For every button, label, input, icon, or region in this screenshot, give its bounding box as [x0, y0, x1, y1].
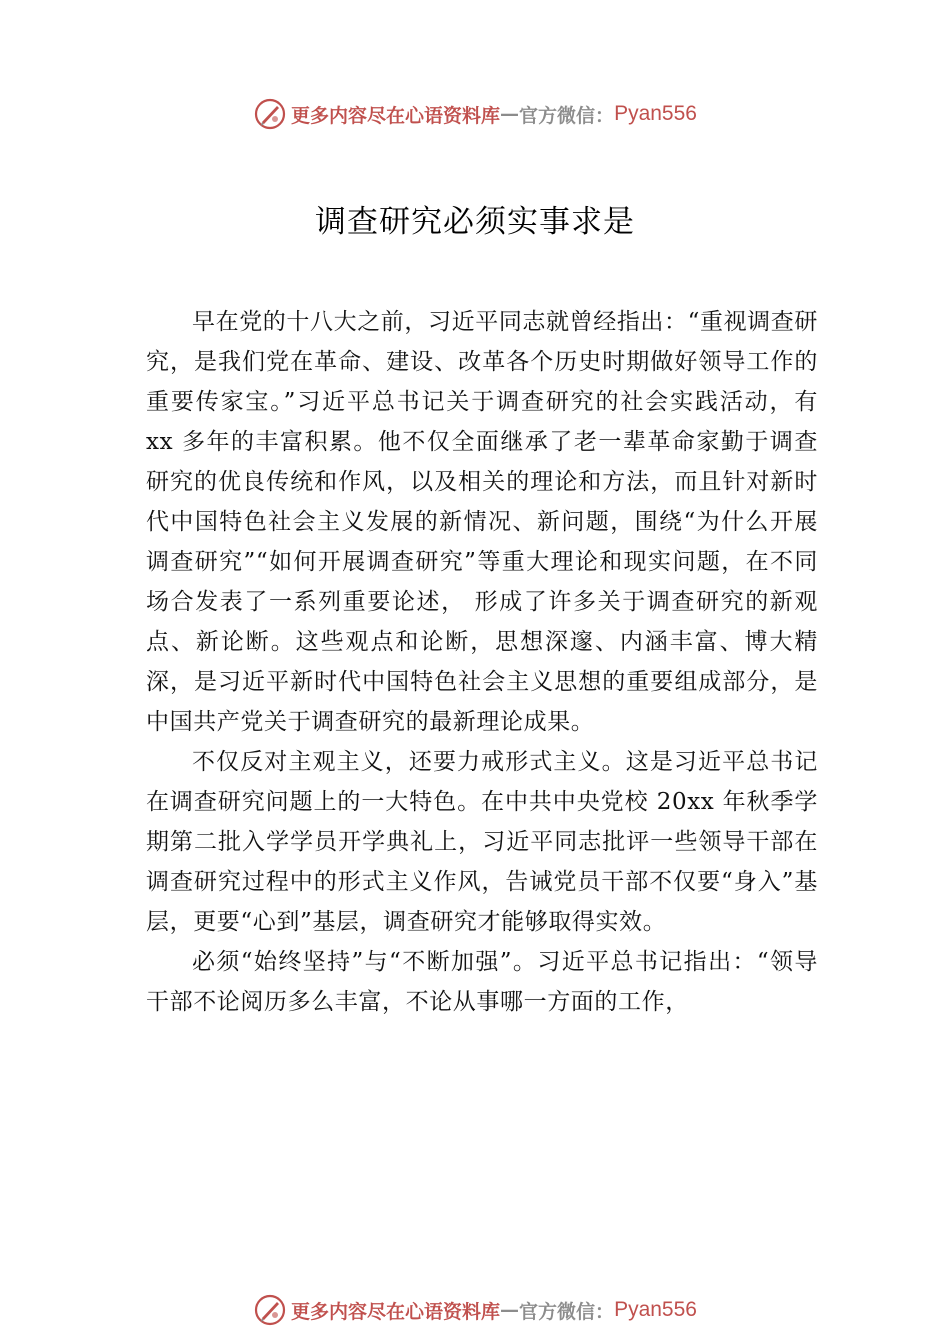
banner-dash: — [500, 103, 520, 125]
banner-main-text: 更多内容尽在心语资料库 [291, 104, 501, 127]
banner-sub-text: 官方微信： [519, 104, 615, 127]
quill-pen-icon [253, 1293, 287, 1327]
quill-pen-icon [253, 97, 287, 131]
banner-dash: — [500, 1299, 520, 1321]
document-title: 调查研究必须实事求是 [315, 204, 635, 240]
paragraph-2: 不仅反对主观主义，还要力戒形式主义。这是习近平总书记在调查研究问题上的一大特色。在中共中央党校 20xx 年秋季学期第二批入学学员开学典礼上，习近平同志批评一些领导干部在调查研究过程中的形式主义作风，告诫党员干部不仅要“身入”基层，更要“心到”基层，调查研究才能够取得实效。 [146, 749, 818, 935]
banner-main-text: 更多内容尽在心语资料库 [291, 1300, 501, 1323]
footer-banner [0, 1290, 950, 1330]
document-body [146, 302, 818, 1022]
paragraph-3: 必须“始终坚持”与“不断加强”。习近平总书记指出：“领导干部不论阅历多么丰富，不论从事哪一方面的工作， [146, 949, 818, 1015]
header-banner [0, 94, 950, 134]
banner-wechat-id: Pyan556 [614, 102, 697, 125]
banner-wechat-id: Pyan556 [614, 1298, 697, 1321]
paragraph-1: 早在党的十八大之前，习近平同志就曾经指出：“重视调查研究，是我们党在革命、建设、改革各个历史时期做好领导工作的重要传家宝。”习近平总书记关于调查研究的社会实践活动，有 xx 多年的丰富积累。他不仅全面继承了老一辈革命家勤于调查研究的优良传统和作风，以及相关的理论和方法，而且针对新时代中国特色社会主义发展的新情况、新问题，围绕“为什么开展调查研究”“如何开展调查研究”等重大理论和现实问题，在不同场合发表了一系列重要论述， 形成了许多关于调查研究的新观点、新论断。这些观点和论断，思想深邃、内涵丰富、博大精深，是习近平新时代中国特色社会主义思想的重要组成部分，是中国共产党关于调查研究的最新理论成果。 [146, 309, 818, 735]
banner-sub-text: 官方微信： [519, 1300, 615, 1323]
